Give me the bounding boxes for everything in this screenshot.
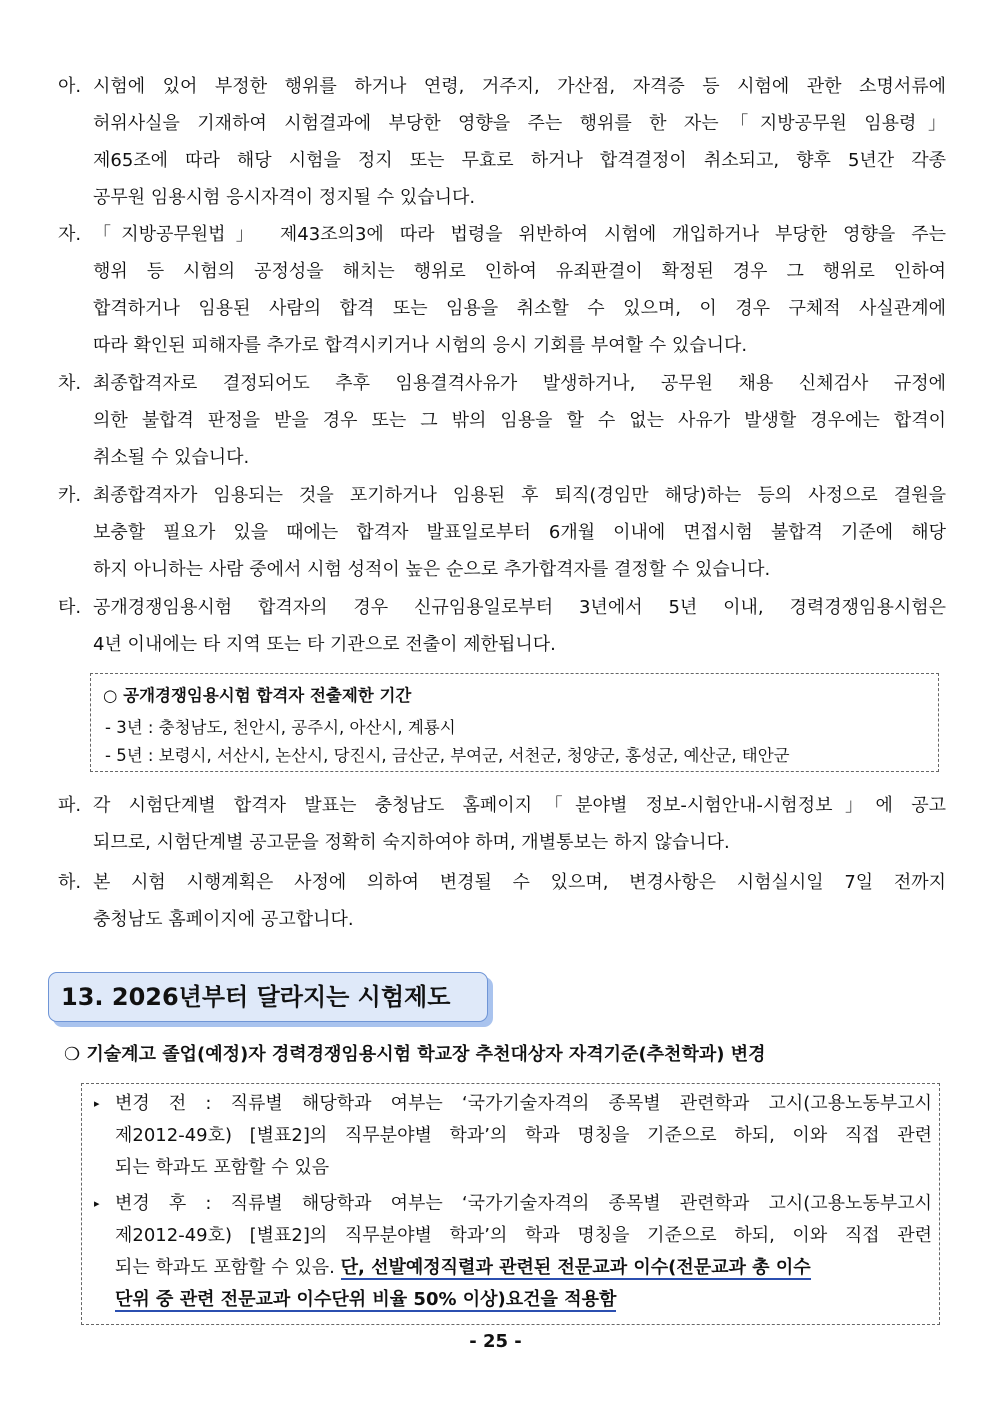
- change-line: [94, 1284, 932, 1316]
- item-pa: [58, 787, 946, 861]
- item-line: 최종합격자로 결정되어도 추후 임용결격사유가 발생하거나, 공무원 채용 신체검사 규정에: [93, 373, 946, 394]
- item-ha: [58, 864, 946, 938]
- transfer-row-5yr: - 5년 : 보령시, 서산시, 논산시, 당진시, 금산군, 부여군, 서천군, 청양군, 홍성군, 예산군, 태안군: [105, 746, 790, 765]
- item-line: 행위 등 시험의 공정성을 해치는 행위로 인하여 유죄판결이 확정된 경우 그 행위로 인하여: [93, 261, 946, 282]
- item-marker: 카.: [58, 485, 82, 506]
- change-line: 변경 전 : 직류별 해당학과 여부는 ‘국가기술자격의 종목별 관련학과 고시(고용노동부고시: [115, 1093, 932, 1114]
- item-line: 제65조에 따라 해당 시험을 정지 또는 무효로 하거나 합격결정이 취소되고, 향후 5년간 각종: [93, 150, 946, 171]
- item-a: [58, 68, 946, 216]
- emphasis-text: 단, 선발예정직렬과 관련된 전문교과 이수(전문교과 총 이수: [340, 1257, 811, 1278]
- item-ja: [58, 216, 946, 364]
- item-line: 되므로, 시험단계별 공고문을 정확히 숙지하여야 하며, 개별통보는 하지 않습니다.: [93, 832, 730, 853]
- item-line: 따라 확인된 피해자를 추가로 합격시키거나 시험의 응시 기회를 부여할 수 있습니다.: [93, 335, 748, 356]
- change-line: 되는 학과도 포함할 수 있음: [115, 1157, 330, 1178]
- item-line: 4년 이내에는 타 지역 또는 타 기관으로 전출이 제한됩니다.: [93, 634, 556, 655]
- item-line: 각 시험단계별 합격자 발표는 충청남도 홈페이지「분야별 정보-시험안내-시험정보」에 공고: [93, 795, 946, 816]
- change-line-plain: 되는 학과도 포함할 수 있음.: [115, 1257, 335, 1278]
- page-number: - 25 -: [469, 1331, 522, 1352]
- item-line: 「지방공무원법」 제43조의3에 따라 법령을 위반하여 시험에 개입하거나 부당한 영향을 주는: [93, 224, 946, 245]
- change-line: 제2012-49호) [별표2]의 직무분야별 학과’의 학과 명칭을 기준으로 하되, 이와 직접 관련: [115, 1225, 932, 1246]
- item-line: 허위사실을 기재하여 시험결과에 부당한 영향을 주는 행위를 한 자는「지방공무원 임용령」: [93, 113, 946, 134]
- item-cha: [58, 365, 946, 476]
- transfer-restriction-box: [90, 673, 939, 772]
- change-after: [94, 1188, 932, 1316]
- item-line: 합격하거나 임용된 사람의 합격 또는 임용을 취소할 수 있으며, 이 경우 구체적 사실관계에: [93, 298, 946, 319]
- item-marker: 자.: [58, 224, 82, 245]
- item-marker: 차.: [58, 373, 82, 394]
- change-before: [94, 1088, 932, 1184]
- bullet-triangle-icon: ▸: [94, 1097, 100, 1110]
- emphasis-text: 단위 중 관련 전문교과 이수단위 비율 50% 이상)요건을 적용함: [115, 1289, 617, 1310]
- section-heading: 13. 2026년부터 달라지는 시험제도: [48, 972, 488, 1022]
- change-line: [94, 1252, 932, 1284]
- item-line: 충청남도 홈페이지에 공고합니다.: [93, 909, 354, 930]
- item-marker: 하.: [58, 872, 82, 893]
- item-line: 공개경쟁임용시험 합격자의 경우 신규임용일로부터 3년에서 5년 이내, 경력경쟁임용시험은: [93, 597, 946, 618]
- item-line: 의한 불합격 판정을 받을 경우 또는 그 밖의 임용을 할 수 없는 사유가 발생할 경우에는 합격이: [93, 410, 946, 431]
- item-line: 보충할 필요가 있을 때에는 합격자 발표일로부터 6개월 이내에 면접시험 불합격 기준에 해당: [93, 522, 946, 543]
- transfer-row-3yr: - 3년 : 충청남도, 천안시, 공주시, 아산시, 계룡시: [105, 718, 456, 737]
- item-marker: 타.: [58, 597, 82, 618]
- bullet-triangle-icon: ▸: [94, 1197, 100, 1210]
- transfer-box-title: ○ 공개경쟁임용시험 합격자 전출제한 기간: [103, 686, 412, 705]
- item-marker: 아.: [58, 76, 82, 97]
- item-line: 취소될 수 있습니다.: [93, 447, 250, 468]
- section-subheading: ❍ 기술계고 졸업(예정)자 경력경쟁임용시험 학교장 추천대상자 자격기준(추천학과) 변경: [64, 1044, 766, 1065]
- item-line: 최종합격자가 임용되는 것을 포기하거나 임용된 후 퇴직(경임만 해당)하는 등의 사정으로 결원을: [93, 485, 946, 506]
- item-ka: [58, 477, 946, 588]
- item-line: 하지 아니하는 사람 중에서 시험 성적이 높은 순으로 추가합격자를 결정할 수 있습니다.: [93, 559, 771, 580]
- item-line: 시험에 있어 부정한 행위를 하거나 연령, 거주지, 가산점, 자격증 등 시험에 관한 소명서류에: [93, 76, 946, 97]
- change-detail-box: [81, 1083, 940, 1325]
- item-marker: 파.: [58, 795, 82, 816]
- change-line: 변경 후 : 직류별 해당학과 여부는 ‘국가기술자격의 종목별 관련학과 고시(고용노동부고시: [115, 1193, 932, 1214]
- item-ta: [58, 589, 946, 663]
- item-line: 공무원 임용시험 응시자격이 정지될 수 있습니다.: [93, 187, 476, 208]
- item-line: 본 시험 시행계획은 사정에 의하여 변경될 수 있으며, 변경사항은 시험실시일 7일 전까지: [93, 872, 946, 893]
- change-line: 제2012-49호) [별표2]의 직무분야별 학과’의 학과 명칭을 기준으로 하되, 이와 직접 관련: [115, 1125, 932, 1146]
